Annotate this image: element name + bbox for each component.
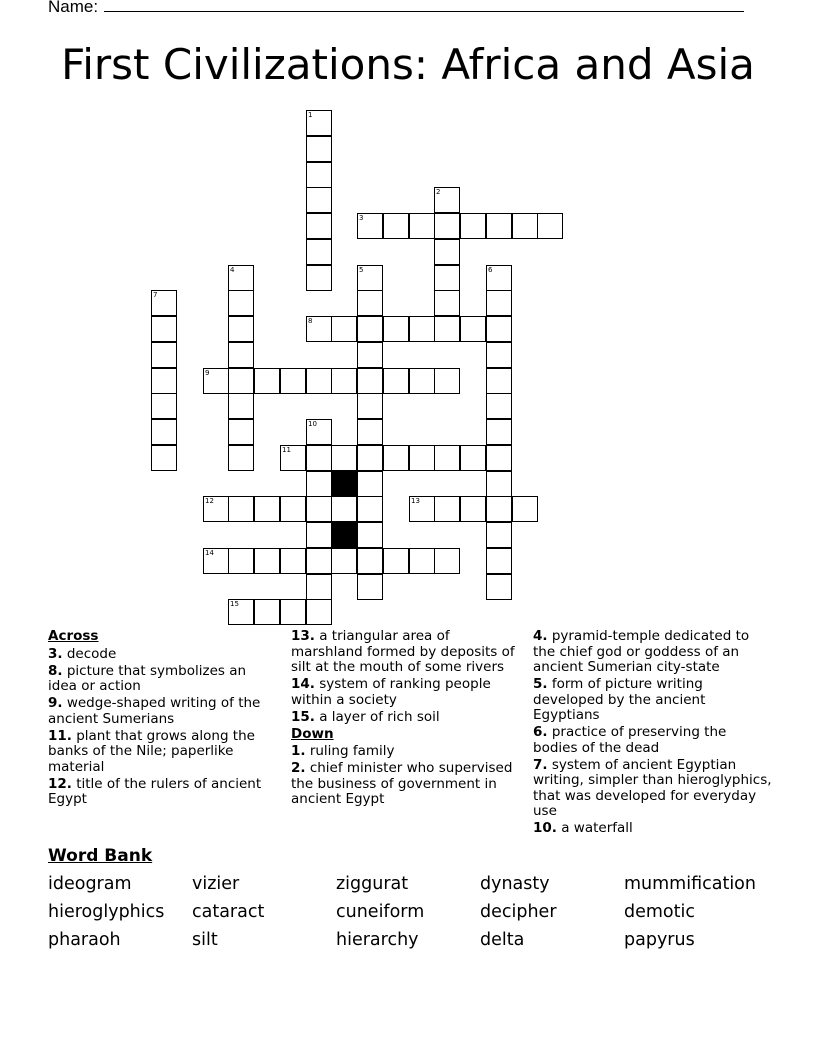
crossword-cell[interactable] [486,265,512,291]
word-bank-word: cataract [192,902,265,922]
crossword-cell[interactable] [486,522,512,548]
crossword-cell[interactable] [306,187,332,213]
crossword-cell[interactable] [512,213,538,239]
crossword-cell[interactable] [280,599,306,625]
word-bank-word: mummification [624,874,756,894]
clue-down-5: 5. form of picture writing developed by the ancient Egyptians [533,676,706,723]
crossword-cell[interactable] [357,342,383,368]
name-label: Name: [48,0,99,16]
word-bank-word: papyrus [624,930,695,950]
clue-number: 1 [308,111,313,119]
crossword-cell[interactable] [306,316,332,342]
clue-across-14: 14. system of ranking people within a society [291,676,491,708]
word-bank-word: hierarchy [336,930,419,950]
crossword-cell[interactable] [306,368,332,394]
clue-down-1: 1. ruling family [291,743,395,759]
word-bank-word: cuneiform [336,902,425,922]
clue-number: 10 [308,420,317,428]
crossword-cell[interactable] [228,265,254,291]
crossword-cell[interactable] [331,368,357,394]
crossword-cell[interactable] [306,445,332,471]
crossword-cell[interactable] [409,496,435,522]
crossword-cell[interactable] [486,213,512,239]
clue-number: 2 [436,188,441,196]
crossword-cell[interactable] [228,368,254,394]
clue-down-7: 7. system of ancient Egyptian writing, simpler than hieroglyphics, that was developed for everyday use [533,756,772,819]
page-title: First Civilizations: Africa and Asia [61,40,755,89]
clue-number: 9 [205,369,210,377]
crossword-cell[interactable] [357,471,383,497]
crossword-cell[interactable] [357,496,383,522]
crossword-cell[interactable] [151,368,177,394]
crossword-cell[interactable] [409,548,435,574]
clue-down-2: 2. chief minister who supervised the business of government in ancient Egypt [291,760,513,807]
word-bank-word: delta [480,930,525,950]
crossword-cell[interactable] [409,445,435,471]
clues-column-3 [533,629,773,838]
clues-column-2 [291,629,521,809]
crossword-cell[interactable] [486,290,512,316]
clue-number: 5 [359,266,364,274]
crossword-cell[interactable] [460,445,486,471]
clue-down-6: 6. practice of preserving the bodies of the dead [533,724,727,756]
crossword-cell[interactable] [409,316,435,342]
crossword-cell[interactable] [228,599,254,625]
crossword-cell[interactable] [306,599,332,625]
crossword-cell[interactable] [280,445,306,471]
crossword-cell[interactable] [434,548,460,574]
crossword-cell[interactable] [383,316,409,342]
crossword-cell[interactable] [280,548,306,574]
across-heading: Across [48,628,99,644]
crossword-cell[interactable] [357,290,383,316]
crossword-cell[interactable] [434,496,460,522]
crossword-cell[interactable] [409,213,435,239]
crossword-cell[interactable] [357,419,383,445]
crossword-cell[interactable] [228,290,254,316]
crossword-cell[interactable] [357,316,383,342]
crossword-cell[interactable] [306,265,332,291]
clue-number: 3 [359,214,364,222]
crossword-cell[interactable] [306,162,332,188]
crossword-cell[interactable] [357,548,383,574]
word-bank-word: silt [192,930,218,950]
crossword-cell[interactable] [434,316,460,342]
crossword-cell[interactable] [331,548,357,574]
clue-number: 15 [230,600,239,608]
crossword-cell[interactable] [486,419,512,445]
crossword-cell[interactable] [434,265,460,291]
clue-across-3: 3. decode [48,645,117,662]
clue-down-10: 10. a waterfall [533,820,633,836]
crossword-cell[interactable] [306,496,332,522]
crossword-cell[interactable] [383,213,409,239]
clue-across-9: 9. wedge-shaped writing of the ancient Sumerians [48,695,261,727]
crossword-cell[interactable] [357,393,383,419]
clue-number: 14 [205,549,214,557]
crossword-cell[interactable] [434,213,460,239]
clue-across-8: 8. picture that symbolizes an idea or action [48,662,247,694]
crossword-black-cell [331,471,357,497]
crossword-cell[interactable] [409,368,435,394]
crossword-cell[interactable] [434,445,460,471]
crossword-cell[interactable] [151,342,177,368]
crossword-cell[interactable] [254,368,280,394]
crossword-cell[interactable] [486,471,512,497]
crossword-cell[interactable] [254,599,280,625]
crossword-cell[interactable] [151,393,177,419]
crossword-cell[interactable] [331,316,357,342]
clue-number: 7 [153,291,158,299]
crossword-cell[interactable] [306,419,332,445]
word-bank-word: decipher [480,902,557,922]
crossword-cell[interactable] [306,213,332,239]
down-heading: Down [291,725,334,742]
crossword-cell[interactable] [306,110,332,136]
crossword-cell[interactable] [486,316,512,342]
crossword-cell[interactable] [357,213,383,239]
crossword-cell[interactable] [357,574,383,600]
clue-across-13: 13. a triangular area of marshland formed by deposits of silt at the mouth of some rivers [291,628,515,675]
crossword-cell[interactable] [460,213,486,239]
crossword-cell[interactable] [203,548,229,574]
clue-number: 8 [308,317,313,325]
crossword-cell[interactable] [203,496,229,522]
crossword-cell[interactable] [228,445,254,471]
word-bank-title: Word Bank [48,846,153,866]
crossword-cell[interactable] [383,368,409,394]
crossword-cell[interactable] [434,290,460,316]
crossword-cell[interactable] [306,574,332,600]
crossword-cell[interactable] [280,368,306,394]
clue-number: 11 [282,446,291,454]
crossword-cell[interactable] [331,496,357,522]
crossword-cell[interactable] [357,522,383,548]
clue-across-11: 11. plant that grows along the banks of the Nile; paperlike material [48,727,255,775]
crossword-cell[interactable] [537,213,563,239]
clue-down-4: 4. pyramid-temple dedicated to the chief god or goddess of an ancient Sumerian city-state [533,628,750,675]
crossword-cell[interactable] [486,393,512,419]
word-bank-word: dynasty [480,874,550,894]
word-bank-word: demotic [624,902,695,922]
crossword-cell[interactable] [434,368,460,394]
crossword-cell[interactable] [383,445,409,471]
clue-number: 4 [230,266,235,274]
crossword-cell[interactable] [331,445,357,471]
crossword-cell[interactable] [486,496,512,522]
clue-across-12: 12. title of the rulers of ancient Egypt [48,775,262,807]
crossword-cell[interactable] [357,265,383,291]
word-bank-word: pharaoh [48,930,121,950]
crossword-cell[interactable] [460,316,486,342]
crossword-black-cell [331,522,357,548]
crossword-cell[interactable] [228,393,254,419]
crossword-cell[interactable] [357,368,383,394]
crossword-cell[interactable] [486,368,512,394]
crossword-cell[interactable] [280,496,306,522]
crossword-cell[interactable] [151,419,177,445]
clue-number: 6 [488,266,493,274]
crossword-cell[interactable] [486,548,512,574]
crossword-cell[interactable] [254,496,280,522]
crossword-cell[interactable] [357,445,383,471]
crossword-cell[interactable] [512,496,538,522]
crossword-cell[interactable] [228,342,254,368]
word-bank-word: vizier [192,874,240,894]
crossword-cell[interactable] [254,548,280,574]
crossword-cell[interactable] [306,136,332,162]
crossword-cell[interactable] [434,239,460,265]
word-bank-word: hieroglyphics [48,902,165,922]
crossword-cell[interactable] [228,496,254,522]
crossword-cell[interactable] [228,419,254,445]
clues-column-1 [48,629,276,809]
crossword-cell[interactable] [228,316,254,342]
crossword-cell[interactable] [486,445,512,471]
crossword-cell[interactable] [306,471,332,497]
word-bank-word: ziggurat [336,874,409,894]
clue-number: 12 [205,497,214,505]
clue-across-15: 15. a layer of rich soil [291,708,440,725]
crossword-cell[interactable] [486,574,512,600]
crossword-cell[interactable] [151,316,177,342]
crossword-cell[interactable] [486,342,512,368]
crossword-cell[interactable] [434,187,460,213]
crossword-cell[interactable] [151,290,177,316]
crossword-cell[interactable] [306,239,332,265]
crossword-cell[interactable] [460,496,486,522]
clue-number: 13 [411,497,420,505]
crossword-cell[interactable] [383,548,409,574]
word-bank-word: ideogram [48,874,132,894]
crossword-cell[interactable] [306,548,332,574]
crossword-cell[interactable] [151,445,177,471]
crossword-cell[interactable] [228,548,254,574]
crossword-cell[interactable] [203,368,229,394]
crossword-cell[interactable] [306,522,332,548]
